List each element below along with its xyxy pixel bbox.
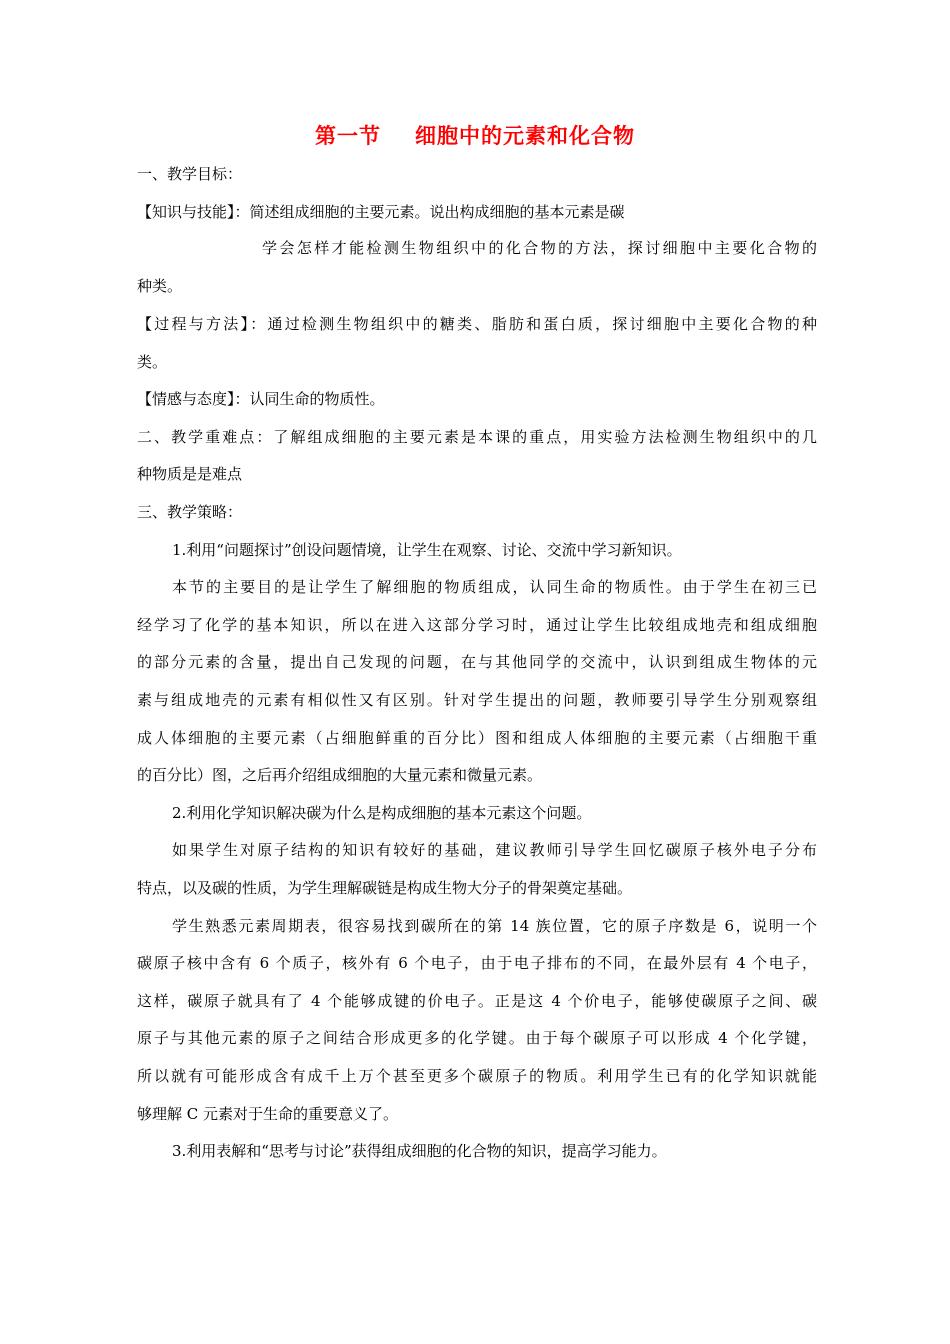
section-name: 细胞中的元素和化合物 <box>415 124 635 148</box>
paragraph-1-line-3: 的部分元素的含量，提出自己发现的问题，在与其他同学的交流中，认识到组成生物体的元 <box>137 653 817 671</box>
key-points-line-1: 二、教学重难点：了解组成细胞的主要元素是本课的重点，用实验方法检测生物组织中的几 <box>137 428 817 446</box>
strategy-item-2: 2.利用化学知识解决碳为什么是构成细胞的基本元素这个问题。 <box>172 804 592 822</box>
section-title <box>0 120 950 150</box>
process-method-line-2: 类。 <box>137 353 168 371</box>
paragraph-1-line-4: 素与组成地壳的元素有相似性又有区别。针对学生提出的问题，教师要引导学生分别观察组 <box>137 691 817 709</box>
process-method-line-1: 【过程与方法】：通过检测生物组织中的糖类、脂肪和蛋白质，探讨细胞中主要化合物的种 <box>137 315 817 333</box>
paragraph-2-line-1: 如果学生对原子结构的知识有较好的基础，建议教师引导学生回忆碳原子核外电子分布 <box>172 841 817 859</box>
paragraph-1-line-6: 的百分比）图，之后再介绍组成细胞的大量元素和微量元素。 <box>137 766 543 784</box>
paragraph-1-line-2: 经学习了化学的基本知识，所以在进入这部分学习时，通过让学生比较组成地壳和组成细胞 <box>137 616 817 634</box>
heading-strategy: 三、教学策略： <box>137 503 243 521</box>
paragraph-1-line-1: 本节的主要目的是让学生了解细胞的物质组成，认同生命的物质性。由于学生在初三已 <box>172 578 817 596</box>
paragraph-3-line-5: 所以就有可能形成含有成千上万个甚至更多个碳原子的物质。利用学生已有的化学知识就能 <box>137 1067 817 1085</box>
knowledge-skills-line-3: 种类。 <box>137 277 183 295</box>
paragraph-3-line-1: 学生熟悉元素周期表，很容易找到碳所在的第 14 族位置，它的原子序数是 6，说明一个 <box>172 917 817 935</box>
paragraph-3-line-4: 原子与其他元素的原子之间结合形成更多的化学键。由于每个碳原子可以形成 4 个化学键， <box>137 1029 817 1047</box>
emotion-attitude-line: 【情感与态度】：认同生命的物质性。 <box>137 390 385 408</box>
strategy-item-1: 1.利用“问题探讨”创设问题情境，让学生在观察、讨论、交流中学习新知识。 <box>172 541 682 559</box>
heading-objectives: 一、教学目标： <box>137 165 243 183</box>
paragraph-3-line-6: 够理解 C 元素对于生命的重要意义了。 <box>137 1105 399 1123</box>
paragraph-3-line-2: 碳原子核中含有 6 个质子，核外有 6 个电子，由于电子排布的不同，在最外层有 4 个电子， <box>137 954 817 972</box>
knowledge-skills-line-1: 【知识与技能】：简述组成细胞的主要元素。说出构成细胞的基本元素是碳 <box>137 203 625 221</box>
key-points-line-2: 种物质是是难点 <box>137 465 243 483</box>
paragraph-1-line-5: 成人体细胞的主要元素（占细胞鲜重的百分比）图和组成人体细胞的主要元素（占细胞干重 <box>137 729 817 747</box>
paragraph-2-line-2: 特点，以及碳的性质，为学生理解碳链是构成生物大分子的骨架奠定基础。 <box>137 879 633 897</box>
section-number: 第一节 <box>315 124 381 148</box>
knowledge-skills-line-2: 学会怎样才能检测生物组织中的化合物的方法，探讨细胞中主要化合物的 <box>262 239 817 257</box>
strategy-item-3: 3.利用表解和“思考与讨论”获得组成细胞的化合物的知识，提高学习能力。 <box>172 1142 667 1160</box>
paragraph-3-line-3: 这样，碳原子就具有了 4 个能够成键的价电子。正是这 4 个价电子，能够使碳原子之间、碳 <box>137 992 817 1010</box>
